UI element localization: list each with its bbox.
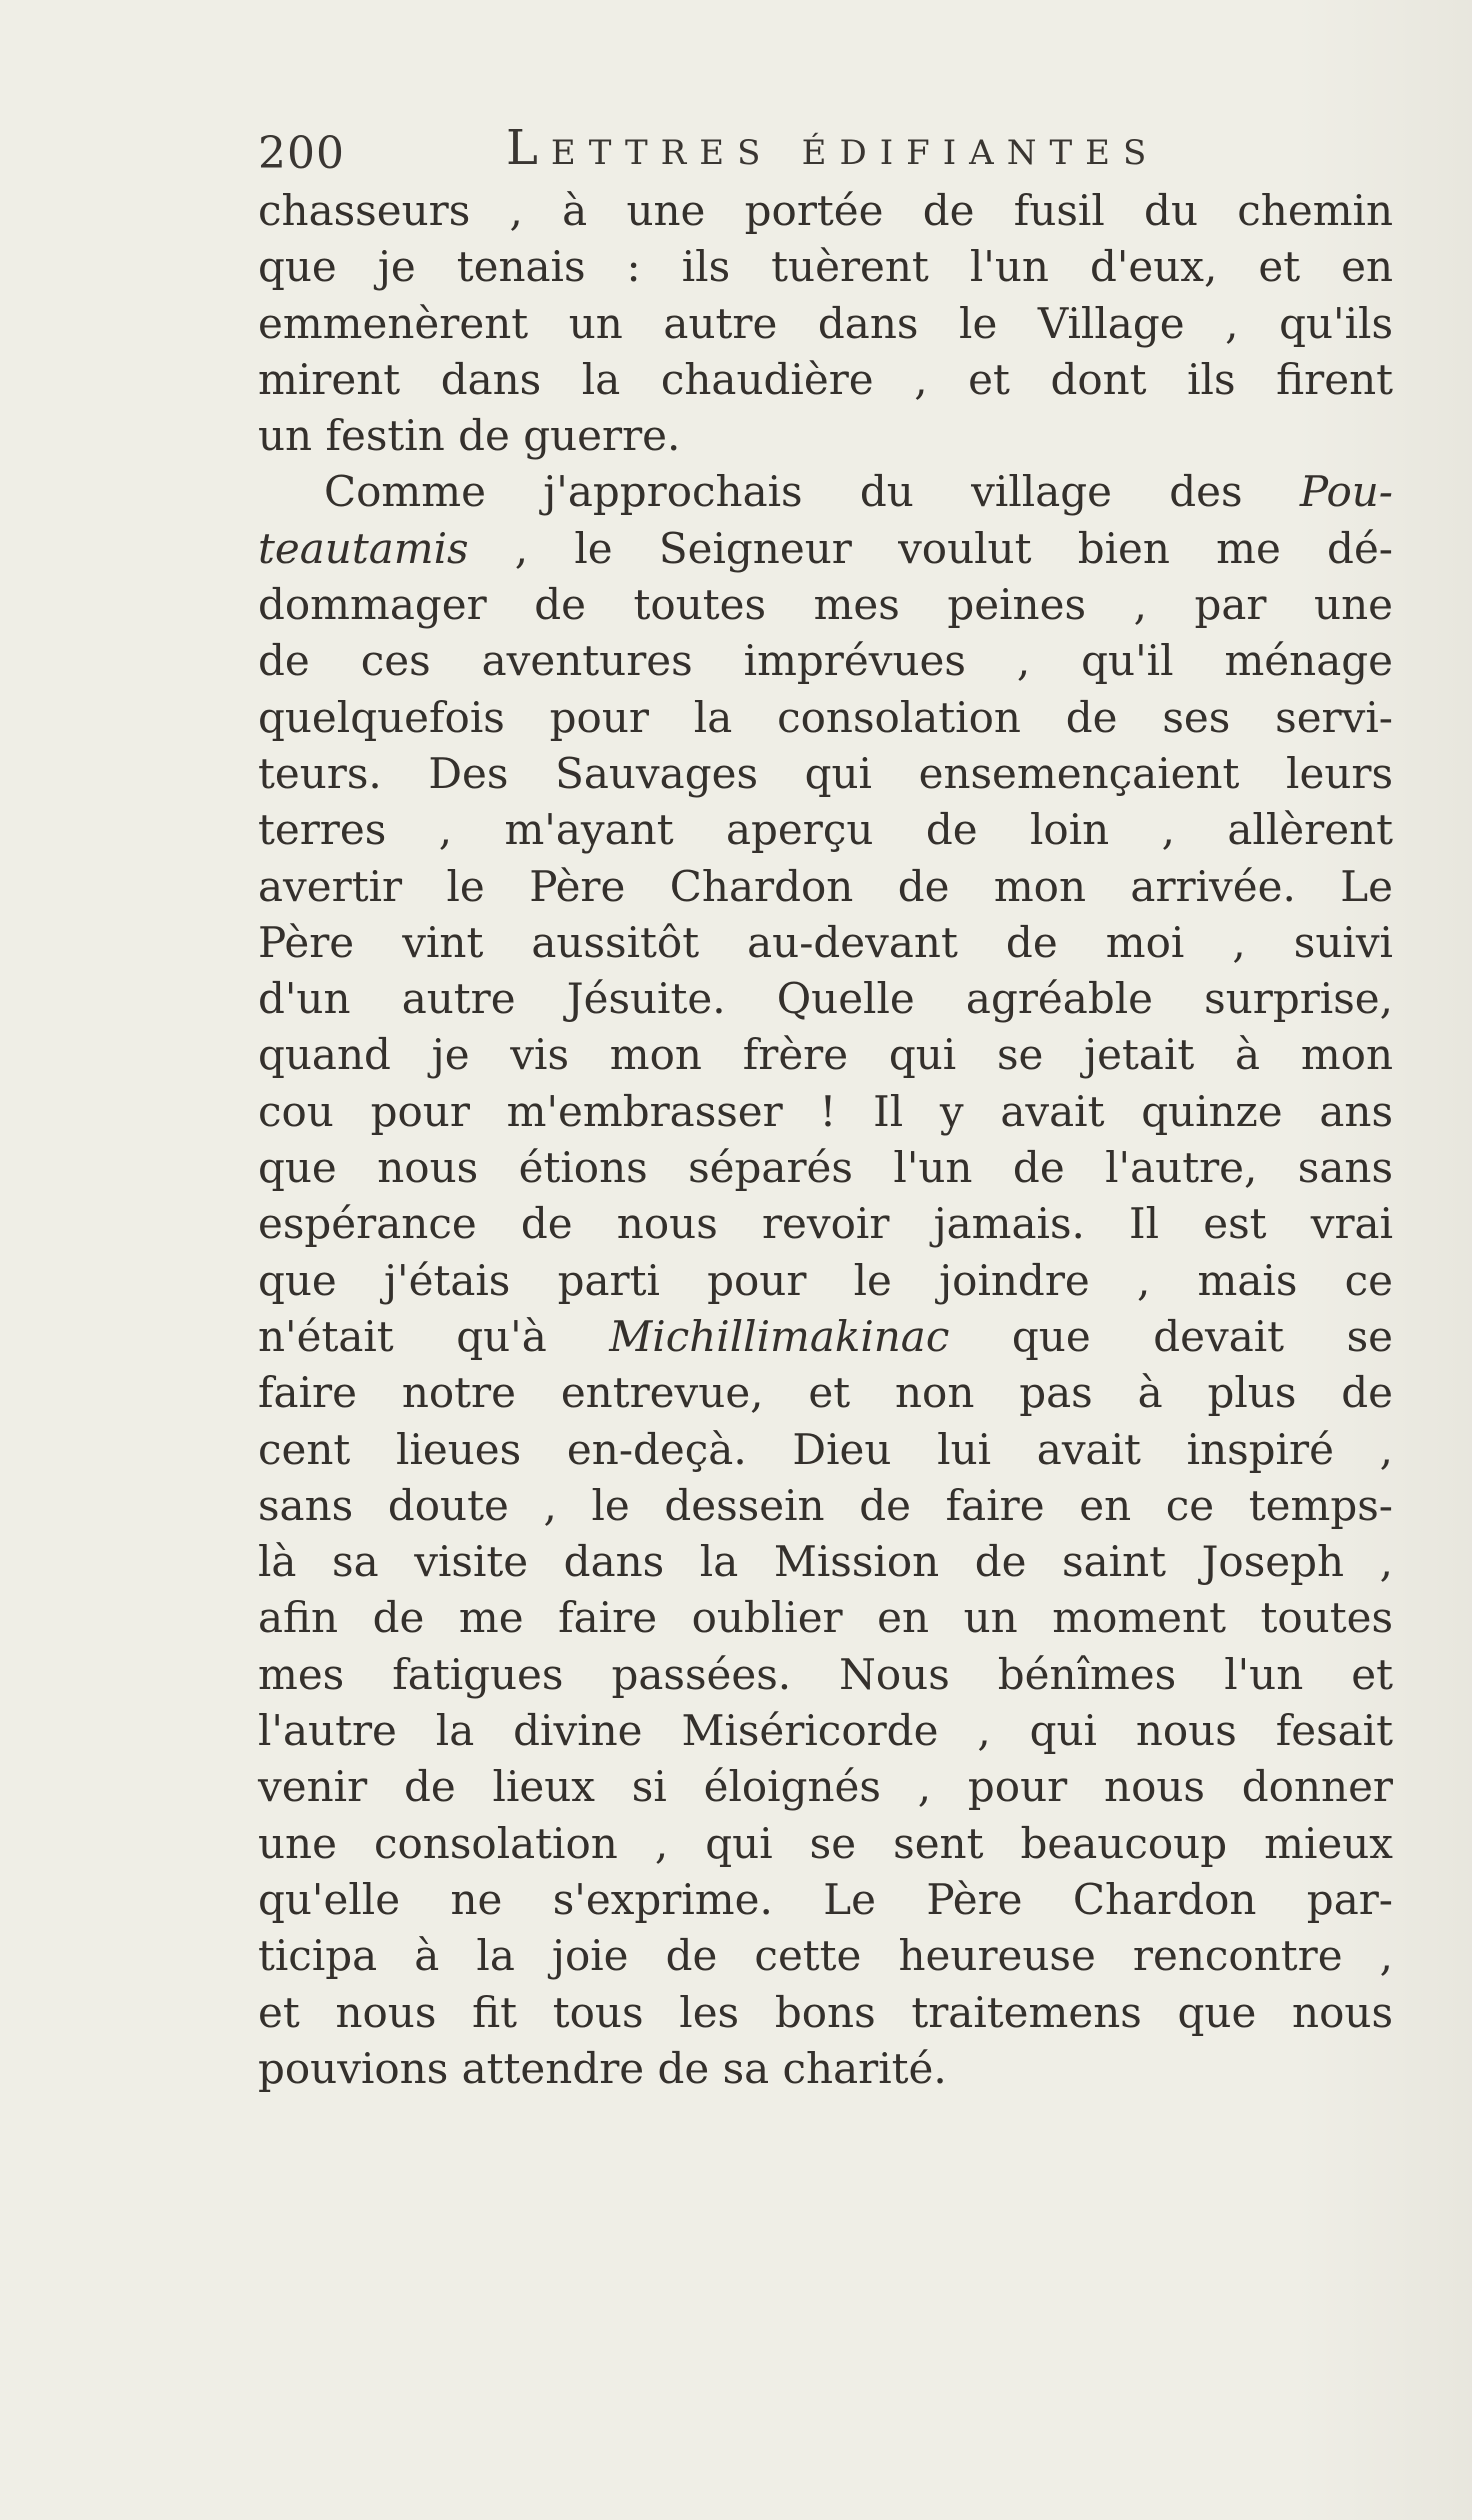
text-line: là sa visite dans la Mission de saint Joseph ,: [258, 1537, 1393, 1587]
text-line: que nous étions séparés l'un de l'autre, sans: [258, 1143, 1393, 1193]
text-line: Comme j'approchais du village des Pou-: [324, 467, 1393, 517]
text-line: quelquefois pour la consolation de ses servi-: [258, 692, 1393, 742]
text-line: que j'étais parti pour le joindre , mais ce: [258, 1255, 1393, 1305]
text-line: Père vint aussitôt au-devant de moi , suivi: [258, 917, 1393, 967]
page-header: [258, 120, 1258, 190]
text-line: mes fatigues passées. Nous bénîmes l'un et: [258, 1649, 1393, 1699]
text-line: teurs. Des Sauvages qui ensemençaient leurs: [258, 748, 1393, 798]
text-line: chasseurs , à une portée de fusil du chemin: [258, 186, 1393, 235]
text-line: afin de me faire oublier en un moment toutes: [258, 1593, 1393, 1643]
text-line: teautamis , le Seigneur voulut bien me dé-: [258, 523, 1393, 573]
text-line: pouvions attendre de sa charité.: [258, 2043, 947, 2093]
text-line: faire notre entrevue, et non pas à plus de: [258, 1368, 1393, 1418]
text-line: une consolation , qui se sent beaucoup mieux: [258, 1818, 1393, 1868]
italic-text: Michillimakinac: [609, 1311, 950, 1361]
italic-text: Pou-: [1299, 467, 1393, 517]
text-line: espérance de nous revoir jamais. Il est vrai: [258, 1199, 1393, 1249]
running-title: Lettres édifiantes: [506, 120, 1160, 176]
text-line: n'était qu'à Michillimakinac que devait se: [258, 1311, 1393, 1361]
italic-text: teautamis: [258, 523, 469, 573]
text-line: l'autre la divine Miséricorde , qui nous fesait: [258, 1706, 1393, 1756]
text-line: venir de lieux si éloignés , pour nous donner: [258, 1762, 1393, 1812]
text-line: dommager de toutes mes peines , par une: [258, 580, 1393, 630]
text-line: un festin de guerre.: [258, 411, 681, 461]
text-line: ticipa à la joie de cette heureuse rencontre ,: [258, 1931, 1393, 1981]
text-line: que je tenais : ils tuèrent l'un d'eux, et en: [258, 242, 1393, 292]
text-line: de ces aventures imprévues , qu'il ménage: [258, 636, 1393, 686]
text-line: et nous fit tous les bons traitemens que nous: [258, 1987, 1393, 2037]
text-line: d'un autre Jésuite. Quelle agréable surprise,: [258, 974, 1393, 1024]
text-line: terres , m'ayant aperçu de loin , allèrent: [258, 805, 1393, 855]
text-line: sans doute , le dessein de faire en ce temps-: [258, 1480, 1393, 1530]
body-text: [258, 183, 1393, 2097]
text-line: quand je vis mon frère qui se jetait à mon: [258, 1030, 1393, 1080]
text-line: emmenèrent un autre dans le Village , qu'ils: [258, 298, 1393, 348]
text-line: mirent dans la chaudière , et dont ils firent: [258, 354, 1393, 404]
text-line: avertir le Père Chardon de mon arrivée. Le: [258, 861, 1393, 911]
page-number: 200: [258, 128, 345, 179]
text-line: cent lieues en-deçà. Dieu lui avait inspiré ,: [258, 1424, 1393, 1474]
text-line: qu'elle ne s'exprime. Le Père Chardon par-: [258, 1874, 1393, 1924]
text-line: cou pour m'embrasser ! Il y avait quinze ans: [258, 1086, 1393, 1136]
